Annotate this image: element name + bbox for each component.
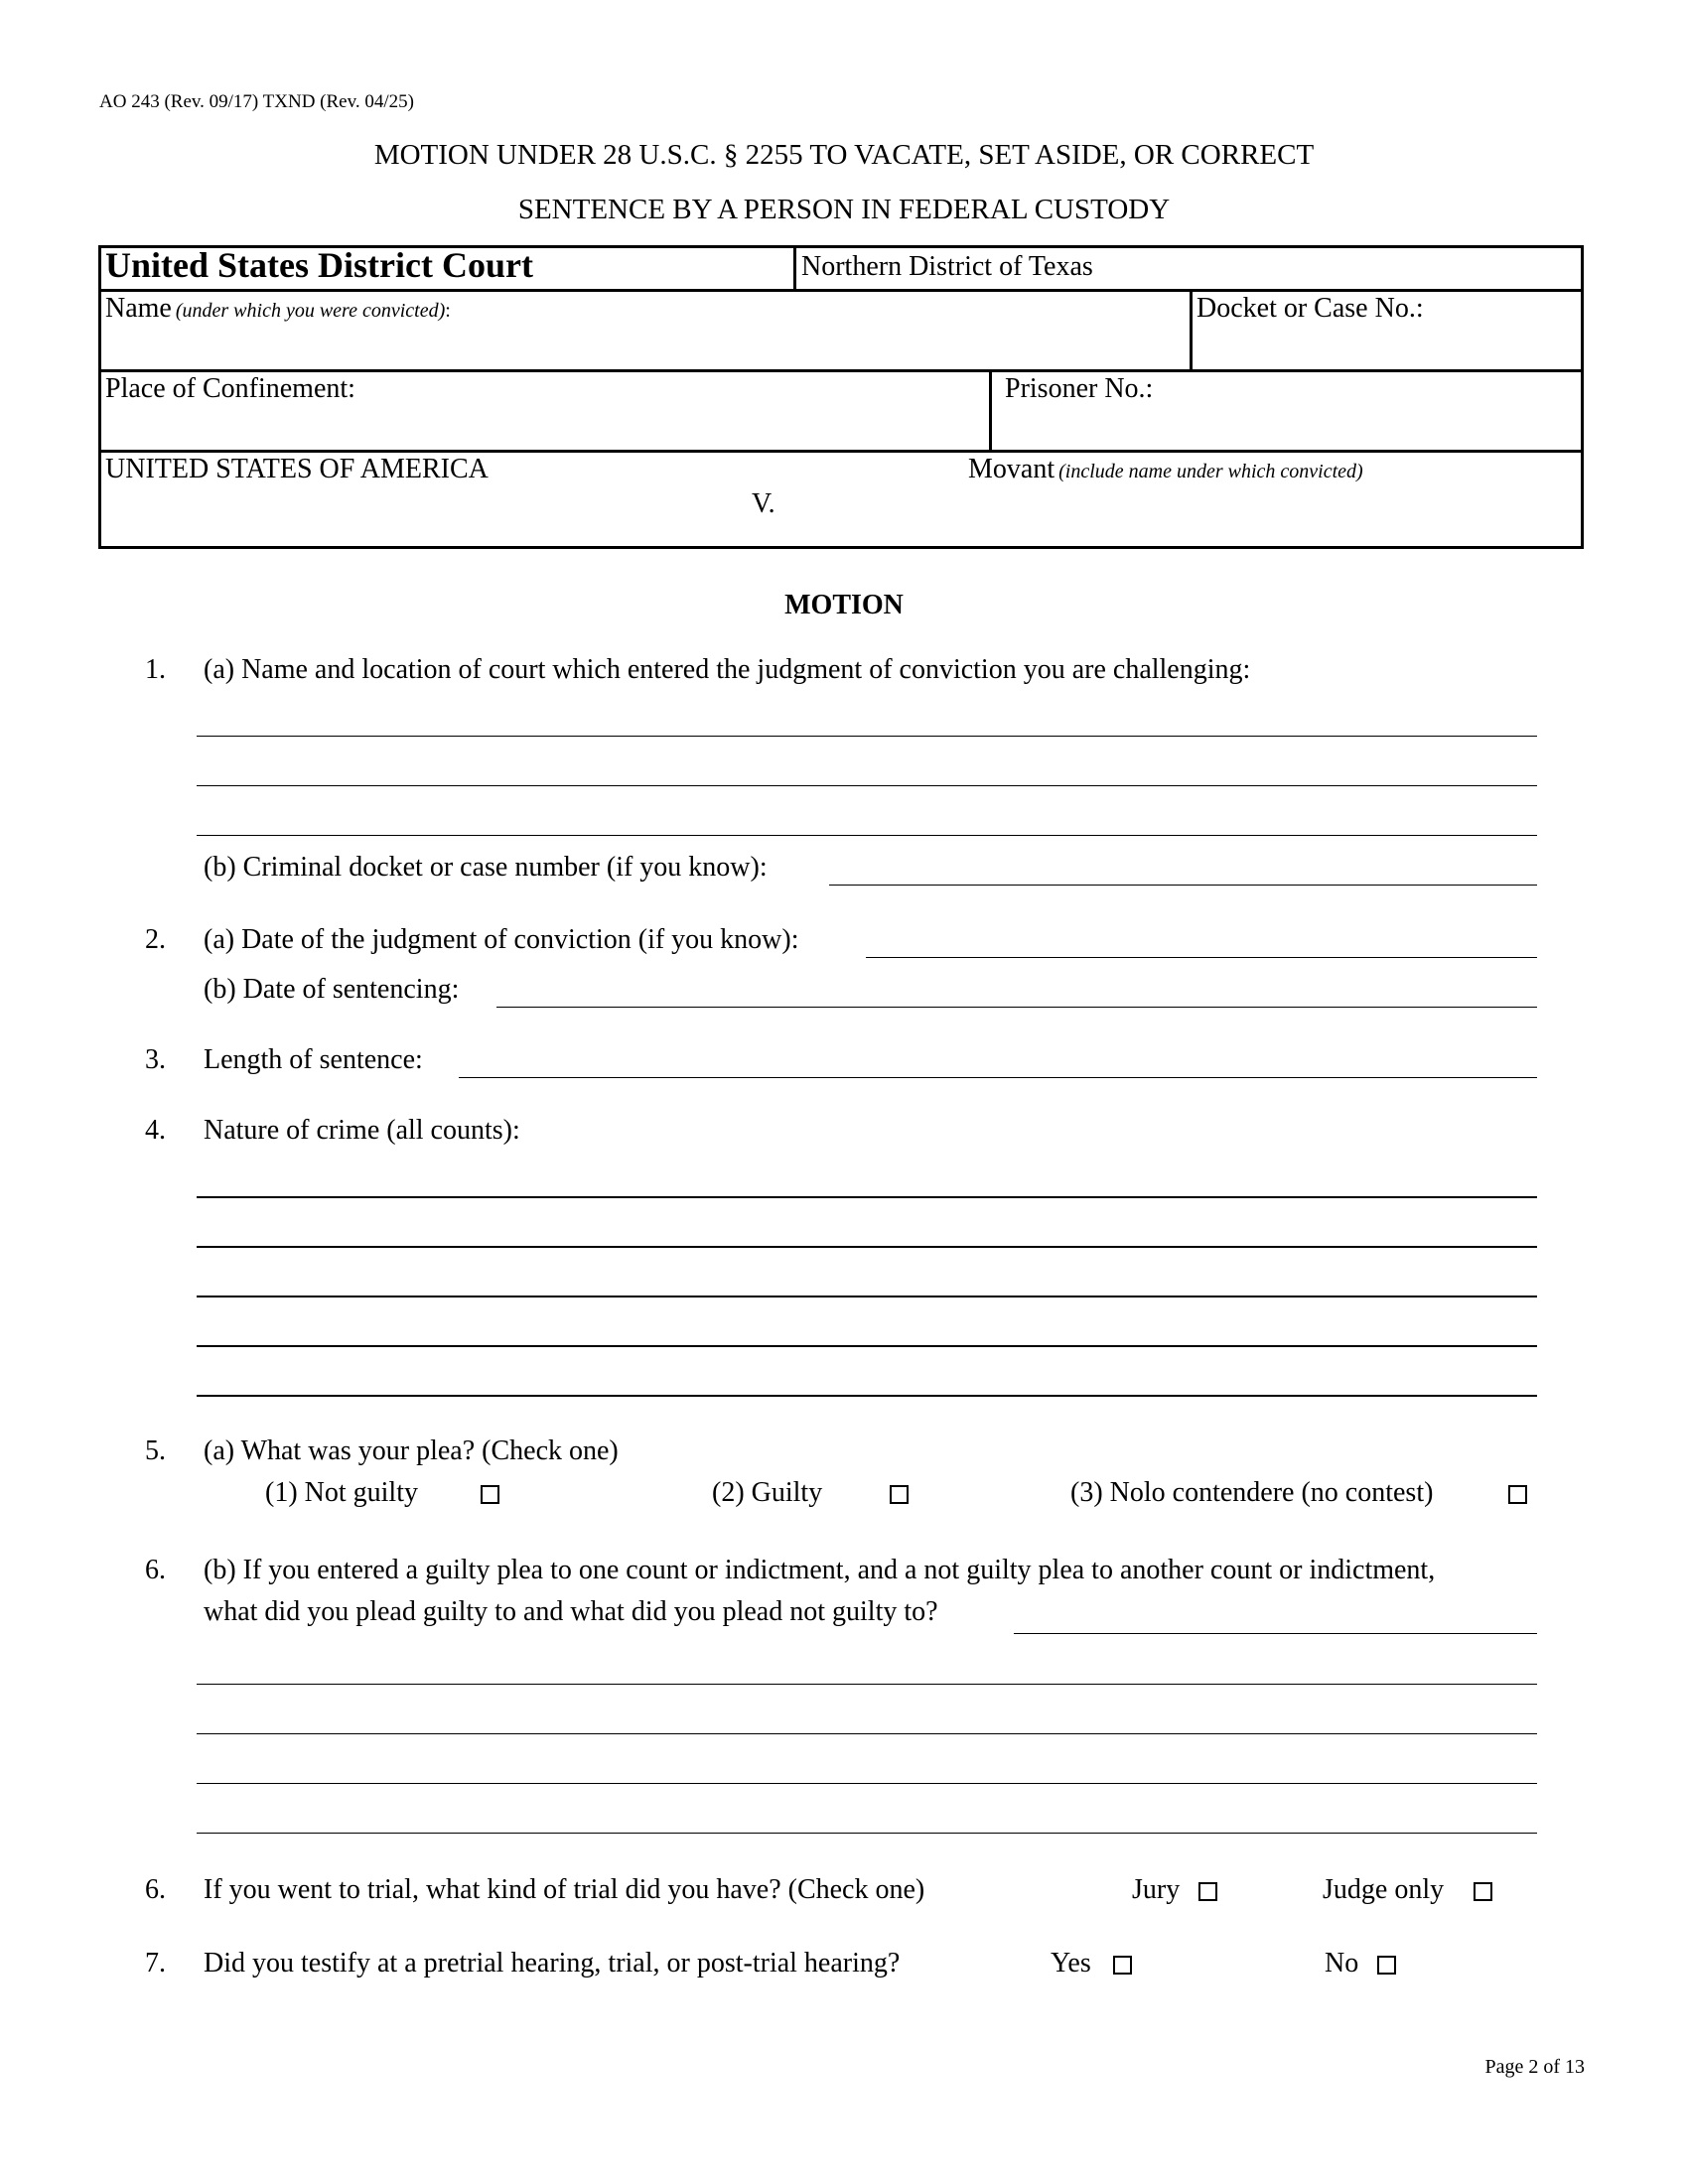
trial-option-jury-label: Jury — [1132, 1874, 1181, 1905]
caption-box — [98, 245, 1584, 549]
question-7: Did you testify at a pretrial hearing, trial, or post-trial hearing? — [204, 1948, 901, 1979]
answer-line-6b-5[interactable] — [197, 1833, 1537, 1834]
caption-divider-1 — [101, 289, 1581, 292]
answer-line-4-5[interactable] — [197, 1395, 1537, 1397]
court-title: United States District Court — [105, 245, 533, 285]
docket-field-label[interactable]: Docket or Case No.: — [1196, 293, 1424, 324]
question-6b-number: 6. — [145, 1555, 166, 1585]
caption-col-divider-2 — [1190, 289, 1193, 369]
testify-yes-checkbox[interactable] — [1113, 1956, 1132, 1975]
question-3: Length of sentence: — [204, 1044, 423, 1075]
answer-line-1a-3[interactable] — [197, 835, 1537, 836]
question-1a: (a) Name and location of court which entered the judgment of conviction you are challenging: — [204, 654, 1251, 685]
plea-option-nolo-label: (3) Nolo contendere (no contest) — [1070, 1477, 1434, 1508]
caption-divider-2 — [101, 369, 1581, 372]
trial-option-judge-label: Judge only — [1323, 1874, 1445, 1905]
question-5-number: 5. — [145, 1435, 166, 1466]
answer-line-2a[interactable] — [866, 957, 1537, 958]
answer-line-1a-1[interactable] — [197, 736, 1537, 737]
caption-col-divider-1 — [793, 248, 796, 289]
answer-line-6b-1[interactable] — [1014, 1633, 1537, 1634]
question-6-number: 6. — [145, 1874, 166, 1905]
district-name: Northern District of Texas — [801, 251, 1093, 282]
plea-nolo-contendere-checkbox[interactable] — [1508, 1485, 1527, 1504]
plaintiff-name: UNITED STATES OF AMERICA — [105, 454, 489, 484]
answer-line-2b[interactable] — [496, 1007, 1537, 1008]
question-3-number: 3. — [145, 1044, 166, 1075]
question-6b-line-1: (b) If you entered a guilty plea to one count or indictment, and a not guilty plea to another count or indictment, — [204, 1555, 1436, 1585]
form-title-line-1: MOTION UNDER 28 U.S.C. § 2255 TO VACATE, SET ASIDE, OR CORRECT — [373, 139, 1315, 171]
motion-heading: MOTION — [784, 590, 904, 620]
plea-option-not-guilty-label: (1) Not guilty — [265, 1477, 418, 1508]
caption-divider-3 — [101, 450, 1581, 453]
answer-line-1a-2[interactable] — [197, 785, 1537, 786]
answer-line-6b-3[interactable] — [197, 1733, 1537, 1734]
answer-line-3[interactable] — [459, 1077, 1537, 1078]
question-1-number: 1. — [145, 654, 166, 685]
testify-no-checkbox[interactable] — [1377, 1956, 1396, 1975]
question-6: If you went to trial, what kind of trial did you have? (Check one) — [204, 1874, 925, 1905]
question-4-number: 4. — [145, 1115, 166, 1146]
question-1b: (b) Criminal docket or case number (if you know): — [204, 852, 768, 883]
answer-line-4-1[interactable] — [197, 1196, 1537, 1198]
name-label: Name — [105, 293, 172, 324]
name-colon: : — [445, 300, 451, 322]
movant-note: (include name under which convicted) — [1058, 461, 1363, 482]
testify-option-no-label: No — [1325, 1948, 1359, 1979]
question-7-number: 7. — [145, 1948, 166, 1979]
form-title-line-2: SENTENCE BY A PERSON IN FEDERAL CUSTODY — [517, 194, 1171, 225]
answer-line-6b-4[interactable] — [197, 1783, 1537, 1784]
prisoner-number-field-label[interactable]: Prisoner No.: — [1005, 373, 1154, 404]
question-4: Nature of crime (all counts): — [204, 1115, 520, 1146]
answer-line-4-2[interactable] — [197, 1246, 1537, 1248]
answer-line-4-3[interactable] — [197, 1296, 1537, 1297]
trial-jury-checkbox[interactable] — [1198, 1882, 1217, 1901]
form-identifier: AO 243 (Rev. 09/17) TXND (Rev. 04/25) — [99, 91, 414, 112]
caption-col-divider-3 — [989, 369, 992, 450]
movant-label: Movant — [968, 454, 1055, 484]
question-5a: (a) What was your plea? (Check one) — [204, 1435, 619, 1466]
name-field[interactable] — [105, 293, 451, 325]
plea-option-guilty-label: (2) Guilty — [712, 1477, 823, 1508]
answer-line-6b-2[interactable] — [197, 1684, 1537, 1685]
name-note: (under which you were convicted) — [175, 300, 446, 322]
answer-line-1b[interactable] — [829, 885, 1537, 886]
testify-option-yes-label: Yes — [1051, 1948, 1091, 1979]
question-2b: (b) Date of sentencing: — [204, 974, 460, 1005]
question-2a: (a) Date of the judgment of conviction (if you know): — [204, 924, 799, 955]
question-6b-line-2: what did you plead guilty to and what did you plead not guilty to? — [204, 1596, 938, 1627]
trial-judge-only-checkbox[interactable] — [1474, 1882, 1492, 1901]
confinement-field-label[interactable]: Place of Confinement: — [105, 373, 355, 404]
plea-not-guilty-checkbox[interactable] — [481, 1485, 499, 1504]
movant-field[interactable] — [968, 454, 1363, 485]
plea-guilty-checkbox[interactable] — [890, 1485, 909, 1504]
page-number: Page 2 of 13 — [1484, 2056, 1585, 2078]
question-2-number: 2. — [145, 924, 166, 955]
versus: V. — [752, 488, 775, 519]
answer-line-4-4[interactable] — [197, 1345, 1537, 1347]
